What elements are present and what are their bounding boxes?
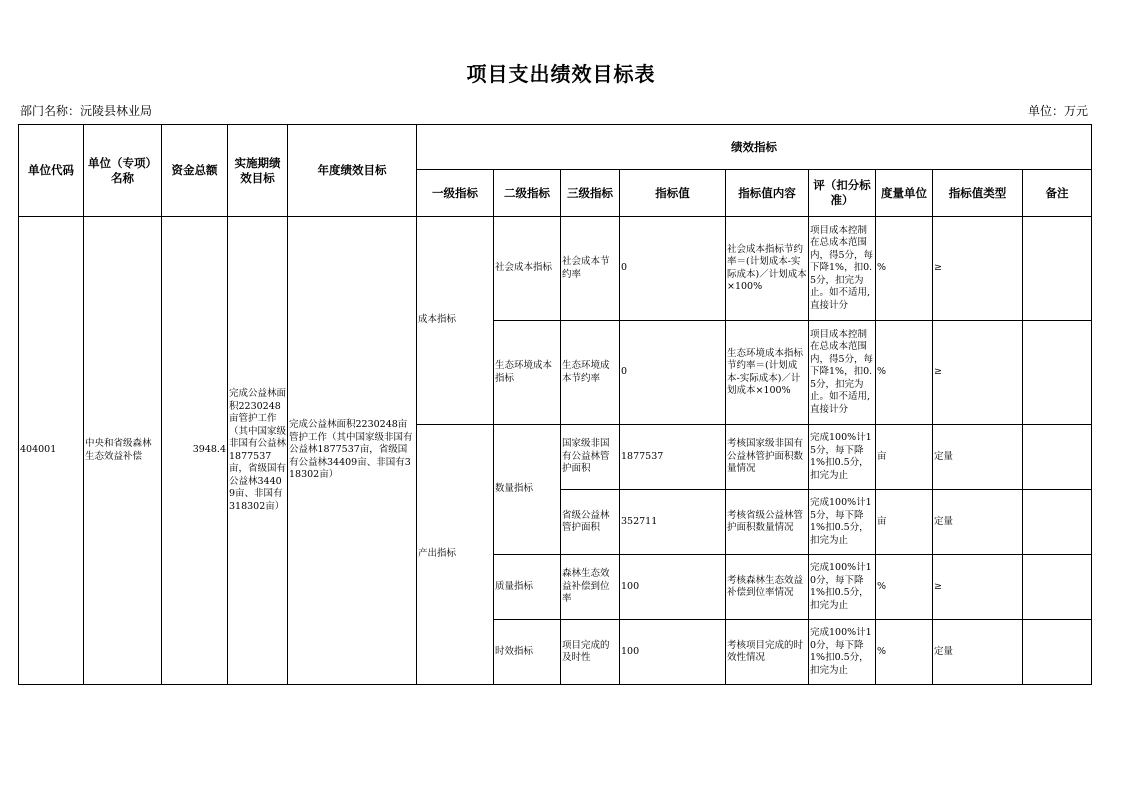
- type-cell: 定量: [933, 425, 1023, 490]
- header-unit-name: 单位（专项）名称: [84, 125, 162, 217]
- header-level3: 三级指标: [561, 170, 620, 217]
- score-cell: [809, 217, 876, 321]
- score-cell: [809, 620, 876, 685]
- header-annual-goal: 年度绩效目标: [288, 125, 417, 217]
- table-row: [19, 217, 1092, 321]
- period-goal-cell: 完成公益林面积2230248亩管护工作（其中国家级非国有公益林1877537亩，省级国有公益林34409亩、非国有318302亩）: [228, 217, 288, 685]
- unit-cell: %: [876, 620, 933, 685]
- type-cell: ≥: [933, 321, 1023, 425]
- content-cell: 考核森林生态效益补偿到位率情况: [726, 555, 809, 620]
- header-content: 指标值内容: [726, 170, 809, 217]
- remark-cell: [1023, 620, 1092, 685]
- level3-cell: 项目完成的及时性: [561, 620, 620, 685]
- value-cell: 352711: [620, 490, 726, 555]
- header-period-goal: 实施期绩效目标: [228, 125, 288, 217]
- remark-cell: [1023, 555, 1092, 620]
- level2-cell: 数量指标: [494, 425, 561, 555]
- department-name: 部门名称：沅陵县林业局: [20, 104, 153, 118]
- header-level2: 二级指标: [494, 170, 561, 217]
- value-cell: 0: [620, 217, 726, 321]
- value-cell: 0: [620, 321, 726, 425]
- level1-cost-cell: 成本指标: [417, 217, 494, 425]
- header-level1: 一级指标: [417, 170, 494, 217]
- unit-name-cell: 中央和省级森林生态效益补偿: [84, 217, 162, 685]
- score-text: 完成100%计10分，每下降1%扣0.5分，扣完为止: [810, 562, 872, 611]
- score-cell: [809, 425, 876, 490]
- type-cell: 定量: [933, 490, 1023, 555]
- level2-cell: 质量指标: [494, 555, 561, 620]
- header-unit-code: 单位代码: [19, 125, 84, 217]
- type-cell: ≥: [933, 217, 1023, 321]
- content-cell: 考核省级公益林管护面积数量情况: [726, 490, 809, 555]
- remark-cell: [1023, 217, 1092, 321]
- level3-cell: 社会成本节约率: [561, 217, 620, 321]
- content-cell: 考核国家级非国有公益林管护面积数量情况: [726, 425, 809, 490]
- content-cell: 社会成本指标节约率＝(计划成本-实际成本)／计划成本×100%: [726, 217, 809, 321]
- unit-cell: 亩: [876, 490, 933, 555]
- level3-cell: 森林生态效益补偿到位率: [561, 555, 620, 620]
- score-text: 完成100%计15分，每下降1%扣0.5分，扣完为止: [810, 497, 872, 546]
- level3-cell: 省级公益林管护面积: [561, 490, 620, 555]
- remark-cell: [1023, 490, 1092, 555]
- score-text: 项目成本控制在总成本范围内，得5分，每下降1%，扣0.5分，扣完为止。如不适用,直接计分: [810, 224, 874, 311]
- value-cell: 100: [620, 620, 726, 685]
- header-score: 评（扣分标准）: [809, 170, 876, 217]
- level3-cell: 国家级非国有公益林管护面积: [561, 425, 620, 490]
- unit-cell: %: [876, 321, 933, 425]
- score-cell: [809, 490, 876, 555]
- content-cell: 考核项目完成的时效性情况: [726, 620, 809, 685]
- performance-table: [18, 124, 1092, 685]
- header-total-funds: 资金总额: [162, 125, 228, 217]
- header-row-1: [19, 125, 1092, 170]
- score-cell: [809, 321, 876, 425]
- level2-cell: 时效指标: [494, 620, 561, 685]
- score-text: 完成100%计10分，每下降1%扣0.5分，扣完为止: [810, 627, 872, 676]
- value-cell: 100: [620, 555, 726, 620]
- unit-cell: %: [876, 555, 933, 620]
- type-cell: 定量: [933, 620, 1023, 685]
- unit-cell: %: [876, 217, 933, 321]
- unit-cell: 亩: [876, 425, 933, 490]
- header-remark: 备注: [1023, 170, 1092, 217]
- header-type: 指标值类型: [933, 170, 1023, 217]
- level2-cell: 生态环境成本指标: [494, 321, 561, 425]
- type-cell: ≥: [933, 555, 1023, 620]
- currency-unit: 单位：万元: [1027, 104, 1088, 118]
- score-text: 完成100%计15分，每下降1%扣0.5分，扣完为止: [810, 432, 872, 481]
- score-cell: [809, 555, 876, 620]
- content-cell: 生态环境成本指标节约率＝(计划成本-实际成本)／计划成本×100%: [726, 321, 809, 425]
- header-value: 指标值: [620, 170, 726, 217]
- level2-cell: 社会成本指标: [494, 217, 561, 321]
- level1-output-cell: 产出指标: [417, 425, 494, 685]
- total-funds-cell: 3948.4: [162, 217, 228, 685]
- page-title: 项目支出绩效目标表: [466, 62, 656, 86]
- annual-goal-cell: 完成公益林面积2230248亩管护工作（其中国家级非国有公益林1877537亩，省级国有公益林34409亩、非国有318302亩）: [288, 217, 417, 685]
- unit-code-cell: 404001: [19, 217, 84, 685]
- header-unit: 度量单位: [876, 170, 933, 217]
- level3-cell: 生态环境成本节约率: [561, 321, 620, 425]
- header-indicators: 绩效指标: [417, 125, 1092, 170]
- score-text: 项目成本控制在总成本范围内，得5分，每下降1%，扣0.5分，扣完为止。如不适用,直接计分: [810, 328, 874, 415]
- remark-cell: [1023, 425, 1092, 490]
- remark-cell: [1023, 321, 1092, 425]
- value-cell: 1877537: [620, 425, 726, 490]
